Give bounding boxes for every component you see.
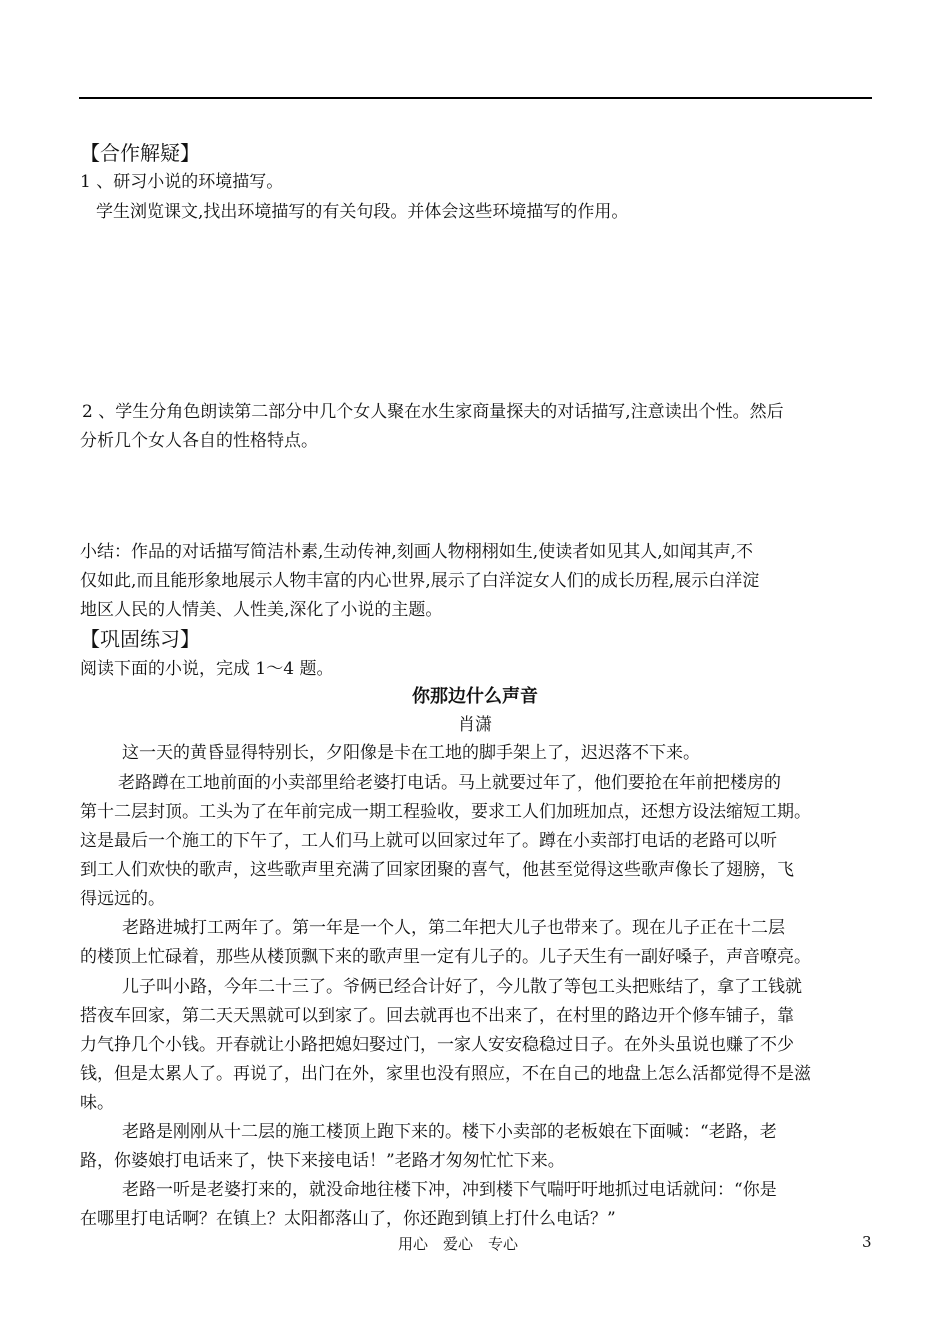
task2-line1: 2 、学生分角色朗读第二部分中几个女人聚在水生家商量探夫的对话描写,注意读出个性。然后 xyxy=(82,402,784,422)
story-paragraph-1: 这一天的黄昏显得特别长，夕阳像是卡在工地的脚手架上了，迟迟落不下来。 xyxy=(122,743,700,763)
story-title: 你那边什么声音 xyxy=(412,686,538,707)
heading-cooperate: 【合作解疑】 xyxy=(80,141,200,165)
task1-title: 1 、研习小说的环境描写。 xyxy=(80,172,284,192)
story-p5-line1: 老路是刚刚从十二层的施工楼顶上跑下来的。楼下小卖部的老板娘在下面喊：“老路，老 xyxy=(122,1122,777,1142)
story-p2-line5: 得远远的。 xyxy=(80,889,165,909)
task1-body: 学生浏览课文,找出环境描写的有关句段。并体会这些环境描写的作用。 xyxy=(96,202,629,222)
header-rule xyxy=(79,97,872,99)
task2-line2: 分析几个女人各自的性格特点。 xyxy=(80,431,318,451)
story-p4-line3: 力气挣几个小钱。开春就让小路把媳妇娶过门，一家人安安稳稳过日子。在外头虽说也赚了不少 xyxy=(80,1035,794,1055)
footer-motto: 用心 爱心 专心 xyxy=(398,1235,519,1253)
story-p2-line1: 老路蹲在工地前面的小卖部里给老婆打电话。马上就要过年了，他们要抢在年前把楼房的 xyxy=(118,773,781,793)
story-p3-line1: 老路进城打工两年了。第一年是一个人，第二年把大儿子也带来了。现在儿子正在十二层 xyxy=(122,918,785,938)
story-p6-line2: 在哪里打电话啊？在镇上？太阳都落山了，你还跑到镇上打什么电话？” xyxy=(80,1209,616,1229)
story-p5-line2: 路，你婆娘打电话来了，快下来接电话！”老路才匆匆忙忙下来。 xyxy=(80,1151,565,1171)
story-p2-line4: 到工人们欢快的歌声，这些歌声里充满了回家团聚的喜气，他甚至觉得这些歌声像长了翅膀，飞 xyxy=(80,860,794,880)
story-p4-line5: 味。 xyxy=(80,1093,114,1113)
page-number: 3 xyxy=(862,1233,872,1251)
summary-line1: 小结：作品的对话描写简洁朴素,生动传神,刻画人物栩栩如生,使读者如见其人,如闻其声,不 xyxy=(80,542,754,562)
story-p4-line4: 钱，但是太累人了。再说了，出门在外，家里也没有照应，不在自己的地盘上怎么活都觉得不是滋 xyxy=(80,1064,811,1084)
story-p3-line2: 的楼顶上忙碌着，那些从楼顶飘下来的歌声里一定有儿子的。儿子天生有一副好嗓子，声音嘹亮。 xyxy=(80,947,811,967)
story-p6-line1: 老路一听是老婆打来的，就没命地往楼下冲，冲到楼下气喘吁吁地抓过电话就问：“你是 xyxy=(122,1180,777,1200)
instruction: 阅读下面的小说，完成 1～4 题。 xyxy=(80,659,334,679)
story-author: 肖潇 xyxy=(458,715,492,735)
summary-line3: 地区人民的人情美、人性美,深化了小说的主题。 xyxy=(80,600,443,620)
story-p2-line3: 这是最后一个施工的下午了，工人们马上就可以回家过年了。蹲在小卖部打电话的老路可以听 xyxy=(80,831,777,851)
story-p2-line2: 第十二层封顶。工头为了在年前完成一期工程验收，要求工人们加班加点，还想方设法缩短工期。 xyxy=(80,802,811,822)
summary-line2: 仅如此,而且能形象地展示人物丰富的内心世界,展示了白洋淀女人们的成长历程,展示白洋淀 xyxy=(80,571,760,591)
story-p4-line1: 儿子叫小路，今年二十三了。爷俩已经合计好了，今儿散了等包工头把账结了，拿了工钱就 xyxy=(122,977,802,997)
story-p4-line2: 搭夜车回家，第二天天黑就可以到家了。回去就再也不出来了，在村里的路边开个修车铺子，靠 xyxy=(80,1006,794,1026)
heading-practice: 【巩固练习】 xyxy=(80,627,200,651)
